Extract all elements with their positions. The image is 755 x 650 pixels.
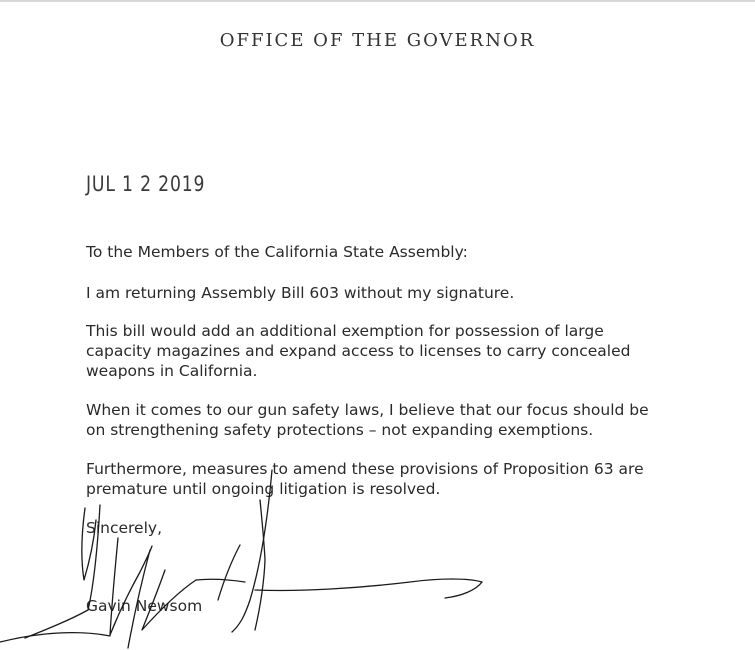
date-stamp: JUL 1 2 2019	[86, 172, 206, 196]
top-rule	[0, 0, 755, 2]
paragraph-3: When it comes to our gun safety laws, I believe that our focus should be on strengthening safety protections – not expanding exemptions.	[86, 401, 649, 439]
paragraph-2: This bill would add an additional exemption for possession of large capacity magazines and expand access to licenses to carry concealed weapons in California.	[86, 322, 631, 380]
salutation: To the Members of the California State Assembly:	[86, 243, 468, 261]
paragraph-4: Furthermore, measures to amend these provisions of Proposition 63 are premature until ongoing litigation is resolved.	[86, 460, 644, 498]
signer-name: Gavin Newsom	[86, 597, 203, 615]
closing: Sincerely,	[86, 519, 163, 537]
letterhead: OFFICE OF THE GOVERNOR	[219, 30, 536, 51]
paragraph-1: I am returning Assembly Bill 603 without my signature.	[86, 284, 515, 302]
